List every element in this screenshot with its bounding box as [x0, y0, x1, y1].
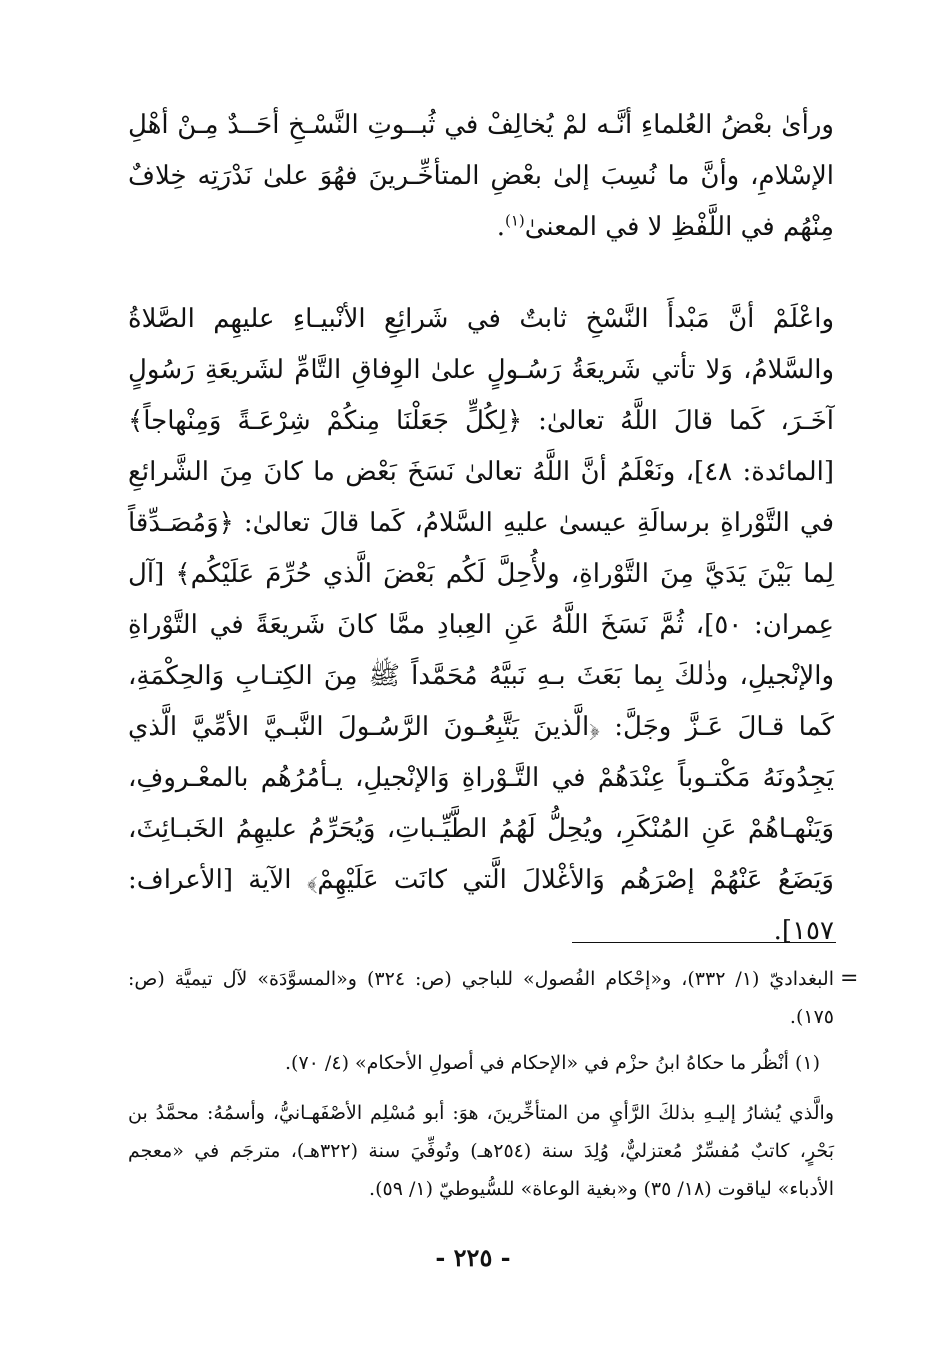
footnote-continuation-marker: =: [840, 966, 859, 991]
body-paragraph-1: [128, 100, 834, 253]
footnote-reference-1: (١): [504, 211, 525, 230]
page-number: - ٢٢٥ -: [435, 1243, 511, 1272]
footnote-1-detail: والَّذي يُشارُ إليـهِ بذلكَ الرَّأيِ من المتأخِّرينَ، هوَ: أبو مُسْلِم الأصْفَهـانيُّ، وأسمُهُ: محمَّدُ بن بَحْرٍ، كاتبٌ مُفسِّرٌ مُعتزليٌّ، وُلِدَ سنة (٢٥٤هـ) وتُوفِّيَ سنة (٣٢٢هـ)، مترجَم في «معجم الأدباء» لياقوت (١٨/ ٣٥) و«بغية الوعاة» للسُّيوطيّ (١/ ٥٩).: [128, 1102, 834, 1200]
footnote-1: (١) أنْظُر ما حكاهُ ابنُ حزْم في «الإحكام في أصولِ الأحكام» (٤/ ٧٠).: [285, 1052, 820, 1074]
footnote-separator: [572, 942, 836, 943]
body-paragraph-2: واعْلَمْ أنَّ مَبْدأَ النَّسْخِ ثابتٌ في شَرائِعِ الأنْبيـاءِ عليهِم الصَّلاةُ والسَّلامُ، وَلا تأتي شَريعَةُ رَسُـولٍ علىٰ الوِفاقِ التَّامِّ لشَريعَةِ رَسُولٍ آخَـرَ، كَما قالَ اللَّهُ تعالىٰ: ﴿لِكُلٍّ جَعَلْنَا مِنكُمْ شِرْعَـةً وَمِنْهاجاً﴾ [المائدة: ٤٨]، ونَعْلَمُ أنَّ اللَّهُ تعالىٰ نَسَخَ بَعْض ما كانَ مِنَ الشَّرائعِ في التَّوْراةِ برسالَةِ عيسىٰ عليهِ السَّلامُ، كَما قالَ تعالىٰ: ﴿وَمُصَـدِّقاً لِما بَيْنَ يَدَيَّ مِنَ التَّوْراةِ، ولأُحِلَّ لَكُم بَعْضَ الَّذي حُرِّمَ عَلَيْكُم﴾ [آل عِمران: ٥٠]، ثُمَّ نَسَخَ اللَّهُ عَنِ العِبادِ ممَّا كانَ شَريعَةً في التَّوْراةِ والإنْجيلِ، وذٰلكَ بِما بَعَثَ بـهِ نَبيَّهُ مُحَمَّداً ﷺ مِنَ الكِتـابِ وَالحِكْمَةِ، كَما قـالَ عَـزَّ وجَلَّ: ﴿الَّذينَ يَتَّبِعُـونَ الرَّسُـولَ النَّبـيَّ الأمِّيَّ الَّذي يَجِدُونَهُ مَكْتـوباً عِنْدَهُمْ في التَّـوْراةِ وَالإنْجيلِ، يـأمُرُهُم بالمعْـروفِ، وَيَنْهـاهُمْ عَنِ المُنْكَرِ، ويُحِلُّ لَهُمُ الطَّيِّـباتِ، وَيُحَرِّمُ عليهِمُ الخَبـائِثَ، وَيَضَعُ عَنْهُمْ إصْرَهُم وَالأغْلالَ الَّتي كانَت عَلَيْهِمْ﴾ الآية [الأعراف: ١٥٧].: [128, 304, 835, 946]
footnote-continuation: البغداديّ (١/ ٣٣٢)، و«إحْكام الفُصول» للباجي (ص: ٣٢٤) و«المسوَّدَة» لآل تيميَّة (ص: ١٧٥).: [128, 968, 834, 1028]
paragraph-1-end: .: [496, 212, 505, 242]
paragraph-1-text: ورأىٰ بعْضُ العُلماءِ أنَّـه لمْ يُخالِفْ في ثُبــوتِ النَّسْـخِ أحَــدٌ مِـنْ أهْلِ الإسْلامِ، وأنَّ ما نُسِبَ إلىٰ بعْضِ المتأخِّـرينَ فهُوَ علىٰ نَدْرَتِه خِلافٌ مِنْهُم في اللَّفْظِ لا في المعنىٰ: [128, 110, 834, 242]
